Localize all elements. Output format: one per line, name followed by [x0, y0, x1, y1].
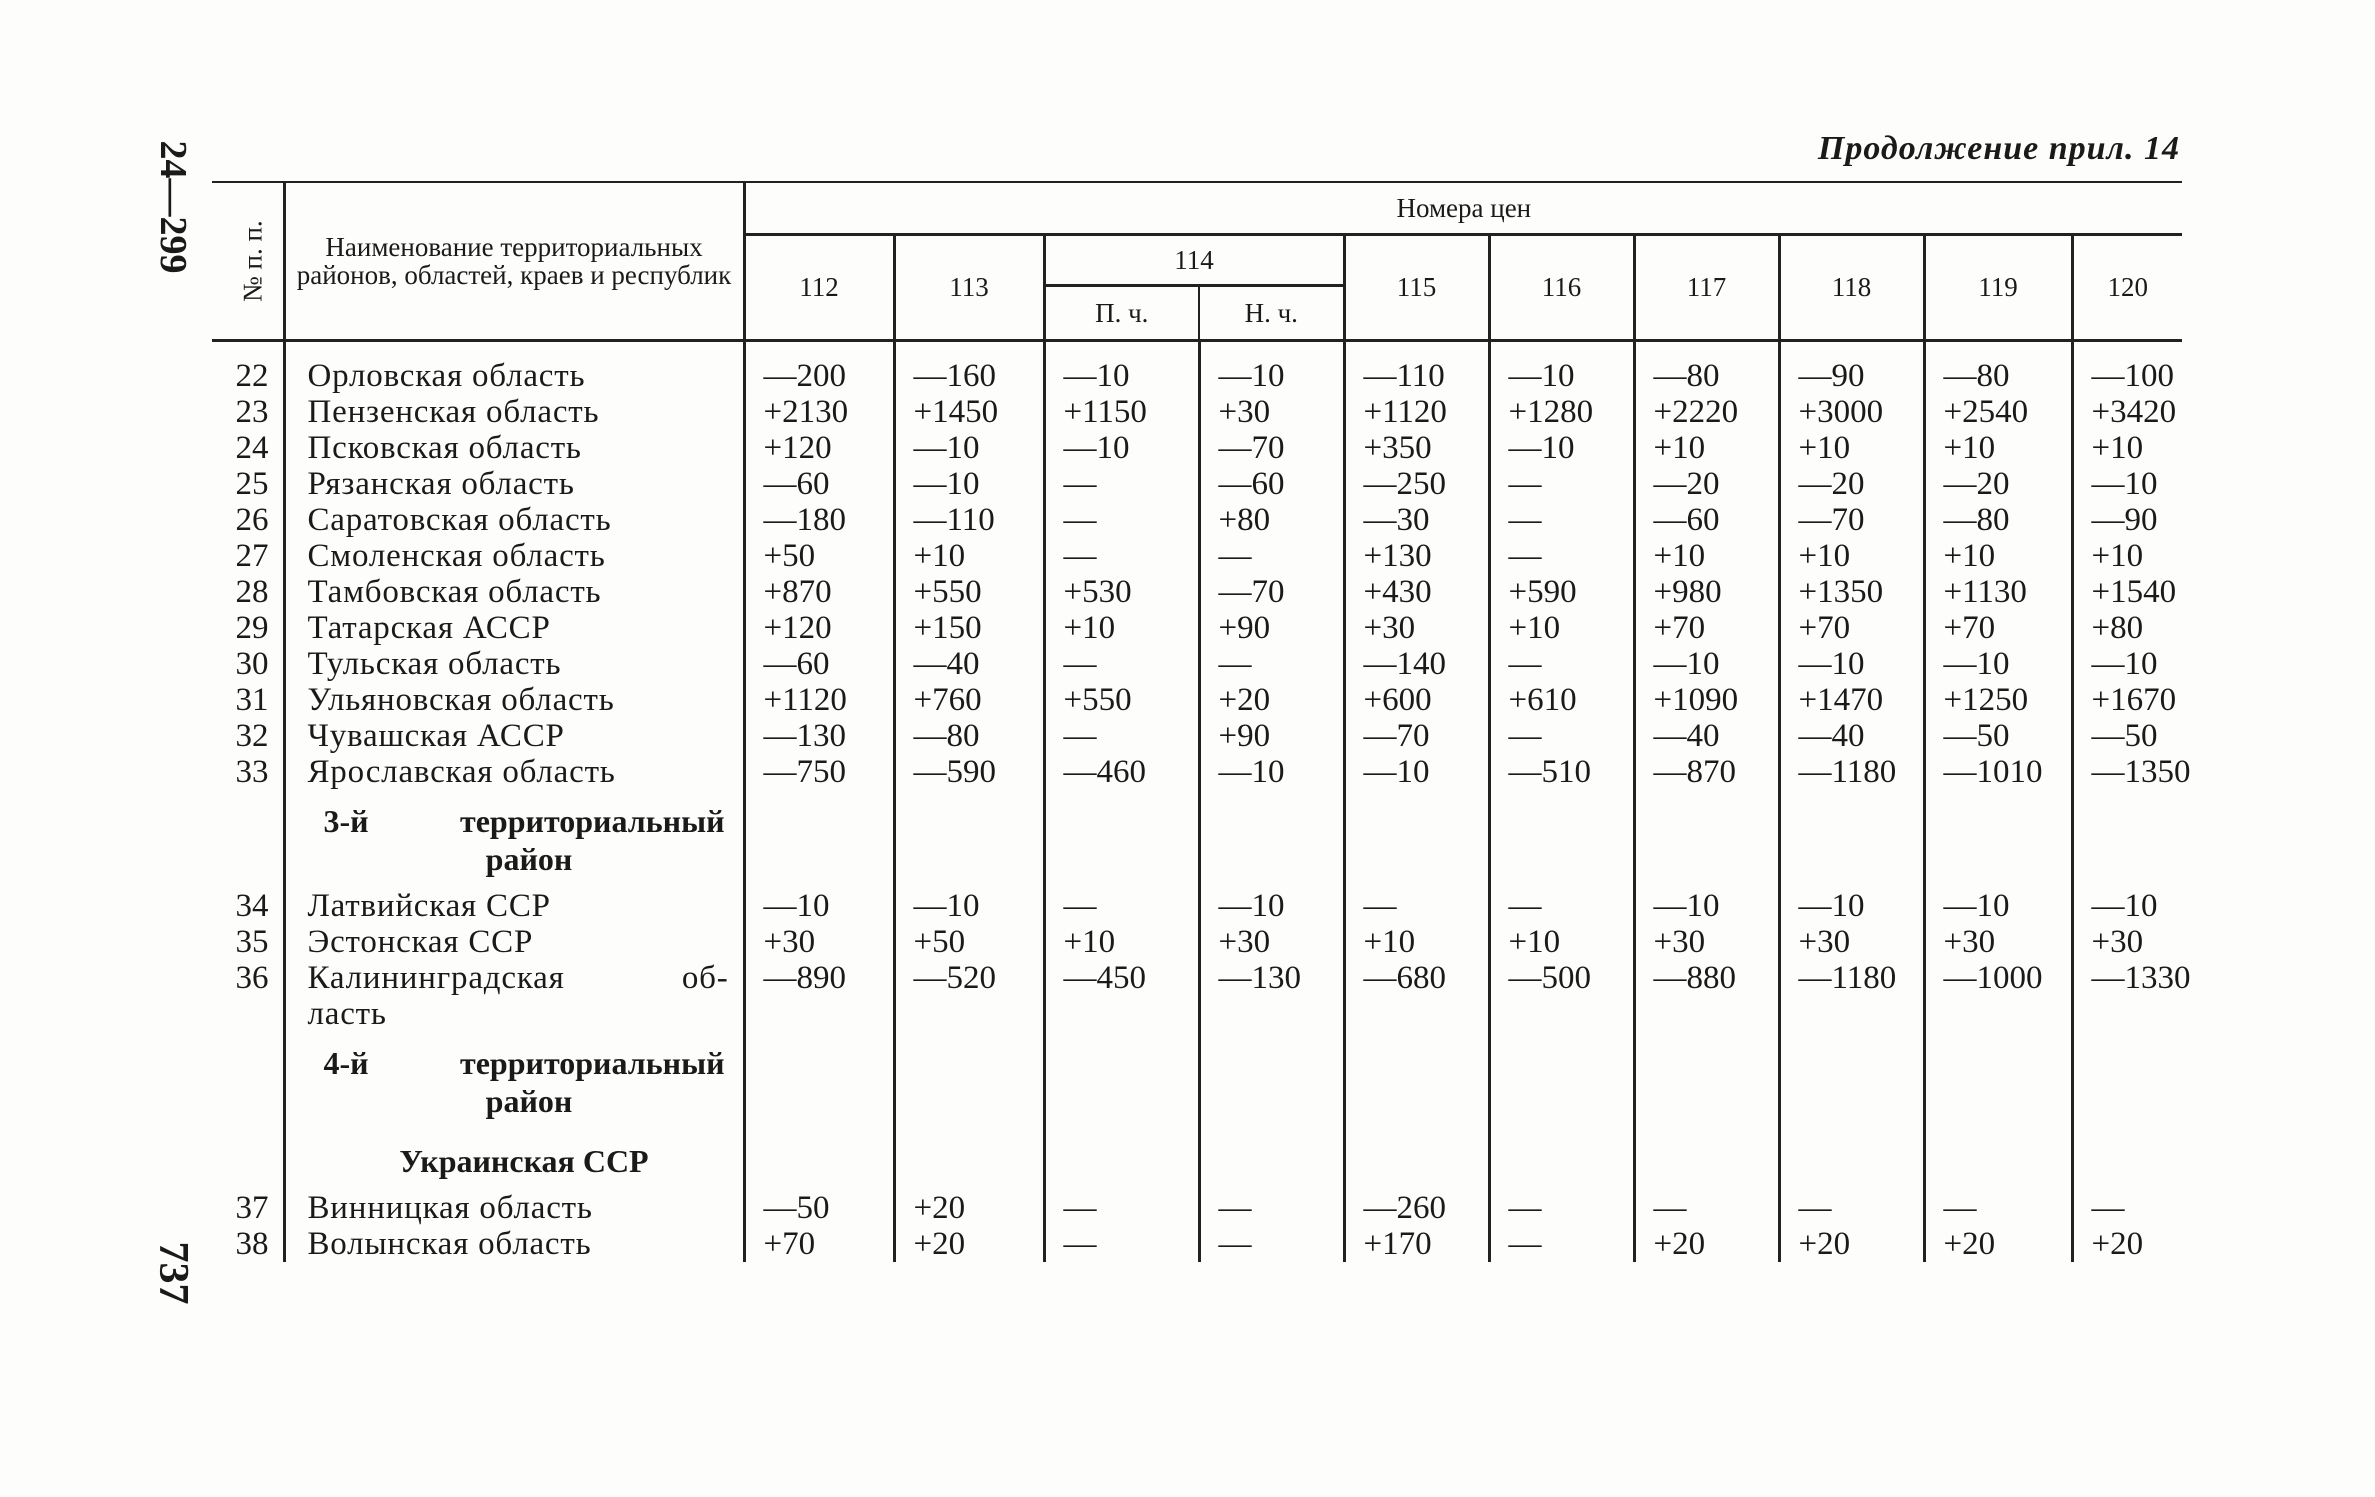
- row-number: 30: [235, 646, 269, 682]
- empty-cell: [2072, 1032, 2182, 1130]
- price-value: —: [1489, 888, 1634, 924]
- price-value: —20: [1924, 466, 2072, 502]
- price-value: —10: [1199, 888, 1344, 924]
- price-value: —10: [1634, 646, 1779, 682]
- price-value: +10: [1779, 538, 1924, 574]
- table-row: [212, 538, 2182, 574]
- header-price-numbers: Номера цен: [744, 183, 2182, 235]
- empty-cell: [894, 790, 1044, 888]
- empty-cell: [744, 790, 894, 888]
- region-name: Волынская область: [284, 1226, 744, 1262]
- price-value: +30: [1779, 924, 1924, 960]
- price-value: —40: [1779, 718, 1924, 754]
- empty-cell: [212, 1032, 284, 1130]
- price-value: +80: [2072, 610, 2182, 646]
- price-value: +10: [1044, 924, 1199, 960]
- empty-cell: [1924, 790, 2072, 888]
- region-name-part: ласть: [307, 996, 387, 1032]
- header-col-114-sub-a: П. ч.: [1044, 286, 1199, 341]
- price-value: —60: [744, 646, 894, 682]
- price-value: +120: [744, 610, 894, 646]
- price-value: +20: [1634, 1226, 1779, 1262]
- region-name: Ярославская область: [284, 754, 744, 790]
- price-value: —10: [1779, 646, 1924, 682]
- price-value: +1350: [1779, 574, 1924, 610]
- header-col-112: 112: [744, 235, 894, 341]
- empty-cell: [1344, 790, 1489, 888]
- empty-cell: [1634, 1130, 1779, 1190]
- price-value: —20: [1779, 466, 1924, 502]
- price-value: —110: [894, 502, 1044, 538]
- section-word-2: район: [485, 841, 573, 877]
- price-value: +1120: [1344, 394, 1489, 430]
- region-name: Винницкая область: [284, 1190, 744, 1226]
- region-name: Псковская область: [284, 430, 744, 466]
- price-value: —70: [1199, 574, 1344, 610]
- price-value: +3420: [2072, 394, 2182, 430]
- price-value: —40: [894, 646, 1044, 682]
- price-value: +430: [1344, 574, 1489, 610]
- region-name: Эстонская ССР: [284, 924, 744, 960]
- empty-cell: [2072, 790, 2182, 888]
- empty-cell: [2072, 1130, 2182, 1190]
- region-name: Смоленская область: [284, 538, 744, 574]
- price-value: —60: [1199, 466, 1344, 502]
- price-value: +10: [1924, 430, 2072, 466]
- empty-cell: [894, 1130, 1044, 1190]
- price-value: —10: [894, 466, 1044, 502]
- empty-cell: [1044, 1130, 1199, 1190]
- price-value: —: [1044, 538, 1199, 574]
- empty-cell: [1199, 1130, 1344, 1190]
- price-value: +170: [1344, 1226, 1489, 1262]
- row-number: 33: [235, 754, 269, 790]
- price-value: +90: [1199, 610, 1344, 646]
- price-value: +70: [744, 1226, 894, 1262]
- price-table: [212, 183, 2191, 1262]
- price-value: —10: [744, 888, 894, 924]
- header-col-113: 113: [894, 235, 1044, 341]
- region-name: [284, 960, 744, 1032]
- price-value: —450: [1044, 960, 1199, 1032]
- row-number: 35: [235, 924, 269, 960]
- price-value: +980: [1634, 574, 1779, 610]
- empty-cell: [1199, 1032, 1344, 1130]
- price-value: —: [1924, 1190, 2072, 1226]
- price-value: +10: [1489, 610, 1634, 646]
- price-value: +20: [1924, 1226, 2072, 1262]
- price-value: —890: [744, 960, 894, 1032]
- price-value: +1450: [894, 394, 1044, 430]
- price-value: —90: [1779, 341, 1924, 395]
- price-value: —: [1489, 718, 1634, 754]
- price-value: —70: [1344, 718, 1489, 754]
- margin-page-code: 24—299: [152, 140, 194, 274]
- table-row: [212, 924, 2182, 960]
- price-value: —80: [1924, 502, 2072, 538]
- row-number: 22: [235, 358, 269, 394]
- table-row: [212, 1190, 2182, 1226]
- price-value: +90: [1199, 718, 1344, 754]
- price-value: +870: [744, 574, 894, 610]
- margin-page-number: 737: [150, 1241, 196, 1305]
- price-value: —10: [1634, 888, 1779, 924]
- price-value: +590: [1489, 574, 1634, 610]
- row-number: 28: [235, 574, 269, 610]
- price-value: —: [1199, 646, 1344, 682]
- price-value: +1540: [2072, 574, 2182, 610]
- region-name-part: об-: [681, 960, 729, 996]
- price-value: —: [1489, 502, 1634, 538]
- empty-cell: [1344, 1130, 1489, 1190]
- price-value: —50: [1924, 718, 2072, 754]
- price-value: +1130: [1924, 574, 2072, 610]
- price-value: —: [1489, 1190, 1634, 1226]
- price-value: +50: [744, 538, 894, 574]
- section-heading: [284, 1032, 744, 1130]
- price-value: —200: [744, 341, 894, 395]
- price-value: +70: [1924, 610, 2072, 646]
- table-row: [212, 1226, 2182, 1262]
- price-value: —500: [1489, 960, 1634, 1032]
- section-row: [212, 790, 2182, 888]
- price-value: —260: [1344, 1190, 1489, 1226]
- price-value: —90: [2072, 502, 2182, 538]
- region-name: Татарская АССР: [284, 610, 744, 646]
- price-value: —: [1489, 538, 1634, 574]
- price-value: +20: [894, 1190, 1044, 1226]
- price-value: +30: [1199, 924, 1344, 960]
- price-value: +150: [894, 610, 1044, 646]
- price-value: +30: [1344, 610, 1489, 646]
- table-row: [212, 646, 2182, 682]
- header-col-114: 114: [1044, 235, 1344, 286]
- price-value: —: [1044, 718, 1199, 754]
- empty-cell: [1779, 1032, 1924, 1130]
- price-value: —: [1199, 538, 1344, 574]
- section-ordinal: 4-й: [323, 1045, 369, 1081]
- price-value: —70: [1199, 430, 1344, 466]
- section-row: [212, 1032, 2182, 1130]
- price-value: +600: [1344, 682, 1489, 718]
- price-value: +2130: [744, 394, 894, 430]
- price-value: +10: [1044, 610, 1199, 646]
- row-number: 27: [235, 538, 269, 574]
- price-value: +20: [1779, 1226, 1924, 1262]
- row-number: 25: [235, 466, 269, 502]
- price-value: +1470: [1779, 682, 1924, 718]
- region-name: Саратовская область: [284, 502, 744, 538]
- table-row: [212, 341, 2182, 395]
- price-value: —1330: [2072, 960, 2182, 1032]
- price-value: —30: [1344, 502, 1489, 538]
- price-value: —10: [894, 888, 1044, 924]
- price-value: +1670: [2072, 682, 2182, 718]
- price-value: —50: [744, 1190, 894, 1226]
- price-value: —160: [894, 341, 1044, 395]
- row-number: 37: [235, 1190, 269, 1226]
- price-value: —: [2072, 1190, 2182, 1226]
- price-value: +30: [1924, 924, 2072, 960]
- price-value: —10: [1779, 888, 1924, 924]
- price-value: +1280: [1489, 394, 1634, 430]
- price-value: —70: [1779, 502, 1924, 538]
- price-value: —10: [1924, 888, 2072, 924]
- price-value: +30: [744, 924, 894, 960]
- price-value: +50: [894, 924, 1044, 960]
- empty-cell: [1344, 1032, 1489, 1130]
- table-row: [212, 610, 2182, 646]
- price-value: +1150: [1044, 394, 1199, 430]
- price-value: —870: [1634, 754, 1779, 790]
- empty-cell: [1924, 1130, 2072, 1190]
- price-value: +550: [1044, 682, 1199, 718]
- price-value: —520: [894, 960, 1044, 1032]
- price-value: —: [1199, 1226, 1344, 1262]
- empty-cell: [1489, 1032, 1634, 1130]
- price-value: —10: [894, 430, 1044, 466]
- section-word-2: район: [485, 1083, 573, 1119]
- price-value: —10: [2072, 888, 2182, 924]
- table-row: [212, 960, 2182, 1032]
- price-value: —10: [1199, 754, 1344, 790]
- empty-cell: [1489, 1130, 1634, 1190]
- empty-cell: [1779, 790, 1924, 888]
- header-col-118: 118: [1779, 235, 1924, 341]
- price-value: +10: [1924, 538, 2072, 574]
- price-value: —: [1044, 646, 1199, 682]
- price-value: +530: [1044, 574, 1199, 610]
- table-row: [212, 888, 2182, 924]
- section-heading: [284, 790, 744, 888]
- price-value: —: [1344, 888, 1489, 924]
- price-value: +30: [1634, 924, 1779, 960]
- price-value: —180: [744, 502, 894, 538]
- header-col-114-sub-b: Н. ч.: [1199, 286, 1344, 341]
- price-value: +20: [1199, 682, 1344, 718]
- table-row: [212, 394, 2182, 430]
- price-value: —460: [1044, 754, 1199, 790]
- republic-heading-text: Украинская ССР: [399, 1143, 649, 1179]
- empty-cell: [1924, 1032, 2072, 1130]
- region-name: Ульяновская область: [284, 682, 744, 718]
- price-value: —250: [1344, 466, 1489, 502]
- price-value: +10: [2072, 430, 2182, 466]
- price-value: —: [1044, 1190, 1199, 1226]
- price-value: +350: [1344, 430, 1489, 466]
- price-value: —: [1489, 646, 1634, 682]
- price-value: —10: [1489, 430, 1634, 466]
- continuation-title: Продолжение прил. 14: [1817, 130, 2180, 167]
- price-value: —130: [1199, 960, 1344, 1032]
- price-value: —140: [1344, 646, 1489, 682]
- header-col-117: 117: [1634, 235, 1779, 341]
- section-word: территориальный: [460, 803, 725, 839]
- section-word: территориальный: [460, 1045, 725, 1081]
- empty-cell: [744, 1130, 894, 1190]
- price-value: —: [1634, 1190, 1779, 1226]
- price-value: +20: [894, 1226, 1044, 1262]
- header-col-115: 115: [1344, 235, 1489, 341]
- price-value: +70: [1779, 610, 1924, 646]
- row-number: 32: [235, 718, 269, 754]
- price-value: —: [1044, 888, 1199, 924]
- price-value: +1120: [744, 682, 894, 718]
- price-value: +80: [1199, 502, 1344, 538]
- price-value: —110: [1344, 341, 1489, 395]
- price-value: —1180: [1779, 960, 1924, 1032]
- row-number: 34: [235, 888, 269, 924]
- price-value: +10: [1634, 538, 1779, 574]
- empty-cell: [1634, 790, 1779, 888]
- region-name: Рязанская область: [284, 466, 744, 502]
- section-row: [212, 1130, 2182, 1190]
- header-number: № п. п.: [212, 183, 284, 341]
- price-value: +10: [1489, 924, 1634, 960]
- price-value: —: [1199, 1190, 1344, 1226]
- price-value: +2220: [1634, 394, 1779, 430]
- region-name: Орловская область: [284, 341, 744, 395]
- empty-cell: [212, 790, 284, 888]
- price-value: +1090: [1634, 682, 1779, 718]
- price-value: +10: [1344, 924, 1489, 960]
- price-value: +10: [894, 538, 1044, 574]
- table-row: [212, 574, 2182, 610]
- empty-cell: [1779, 1130, 1924, 1190]
- price-value: +70: [1634, 610, 1779, 646]
- price-value: +20: [2072, 1226, 2182, 1262]
- price-value: —: [1489, 466, 1634, 502]
- price-value: —510: [1489, 754, 1634, 790]
- price-value: —10: [1489, 341, 1634, 395]
- price-value: +10: [1779, 430, 1924, 466]
- price-value: +10: [2072, 538, 2182, 574]
- price-value: —1000: [1924, 960, 2072, 1032]
- empty-cell: [894, 1032, 1044, 1130]
- table-row: [212, 502, 2182, 538]
- row-number: 36: [235, 960, 269, 996]
- region-name-part: Калининградская: [307, 960, 565, 996]
- republic-heading: [284, 1130, 744, 1190]
- price-value: —1180: [1779, 754, 1924, 790]
- row-number: 29: [235, 610, 269, 646]
- price-value: —: [1044, 502, 1199, 538]
- price-value: —10: [1924, 646, 2072, 682]
- empty-cell: [1634, 1032, 1779, 1130]
- header-col-119: 119: [1924, 235, 2072, 341]
- row-number: 23: [235, 394, 269, 430]
- section-ordinal: 3-й: [323, 803, 369, 839]
- empty-cell: [744, 1032, 894, 1130]
- row-number: 26: [235, 502, 269, 538]
- price-value: —10: [1044, 430, 1199, 466]
- price-value: —10: [1199, 341, 1344, 395]
- price-value: —80: [1634, 341, 1779, 395]
- table-row: [212, 754, 2182, 790]
- empty-cell: [1044, 1032, 1199, 1130]
- price-value: —: [1044, 466, 1199, 502]
- header-col-120: 120: [2072, 235, 2182, 341]
- price-value: +30: [2072, 924, 2182, 960]
- price-value: —20: [1634, 466, 1779, 502]
- price-value: —: [1044, 1226, 1199, 1262]
- price-value: +130: [1344, 538, 1489, 574]
- price-value: —60: [1634, 502, 1779, 538]
- row-number: 31: [235, 682, 269, 718]
- price-value: +2540: [1924, 394, 2072, 430]
- price-value: —10: [1344, 754, 1489, 790]
- table-body: [212, 341, 2191, 1263]
- price-value: +10: [1634, 430, 1779, 466]
- empty-cell: [1489, 790, 1634, 888]
- price-value: +610: [1489, 682, 1634, 718]
- price-value: —880: [1634, 960, 1779, 1032]
- price-value: —80: [1924, 341, 2072, 395]
- price-value: +120: [744, 430, 894, 466]
- region-name: Латвийская ССР: [284, 888, 744, 924]
- price-value: +30: [1199, 394, 1344, 430]
- region-name: Тульская область: [284, 646, 744, 682]
- row-number: 38: [235, 1226, 269, 1262]
- price-value: —50: [2072, 718, 2182, 754]
- price-value: —130: [744, 718, 894, 754]
- table-row: [212, 466, 2182, 502]
- price-value: +3000: [1779, 394, 1924, 430]
- price-value: +550: [894, 574, 1044, 610]
- empty-cell: [212, 1130, 284, 1190]
- table-row: [212, 430, 2182, 466]
- price-value: —80: [894, 718, 1044, 754]
- header-name: Наименование территориальных районов, областей, краев и республик: [284, 183, 744, 341]
- price-value: +760: [894, 682, 1044, 718]
- empty-cell: [1044, 790, 1199, 888]
- price-value: —1010: [1924, 754, 2072, 790]
- price-value: —10: [1044, 341, 1199, 395]
- price-value: —10: [2072, 646, 2182, 682]
- price-value: —1350: [2072, 754, 2182, 790]
- region-name: Тамбовская область: [284, 574, 744, 610]
- price-value: +1250: [1924, 682, 2072, 718]
- price-value: —: [1779, 1190, 1924, 1226]
- price-value: —60: [744, 466, 894, 502]
- price-value: —10: [2072, 466, 2182, 502]
- table-row: [212, 682, 2182, 718]
- table-row: [212, 718, 2182, 754]
- empty-cell: [1199, 790, 1344, 888]
- header-col-116: 116: [1489, 235, 1634, 341]
- row-number: 24: [235, 430, 269, 466]
- price-value: —40: [1634, 718, 1779, 754]
- price-value: —100: [2072, 341, 2182, 395]
- region-name: Чувашская АССР: [284, 718, 744, 754]
- price-value: —750: [744, 754, 894, 790]
- region-name: Пензенская область: [284, 394, 744, 430]
- price-value: —: [1489, 1226, 1634, 1262]
- price-value: —680: [1344, 960, 1489, 1032]
- price-value: —590: [894, 754, 1044, 790]
